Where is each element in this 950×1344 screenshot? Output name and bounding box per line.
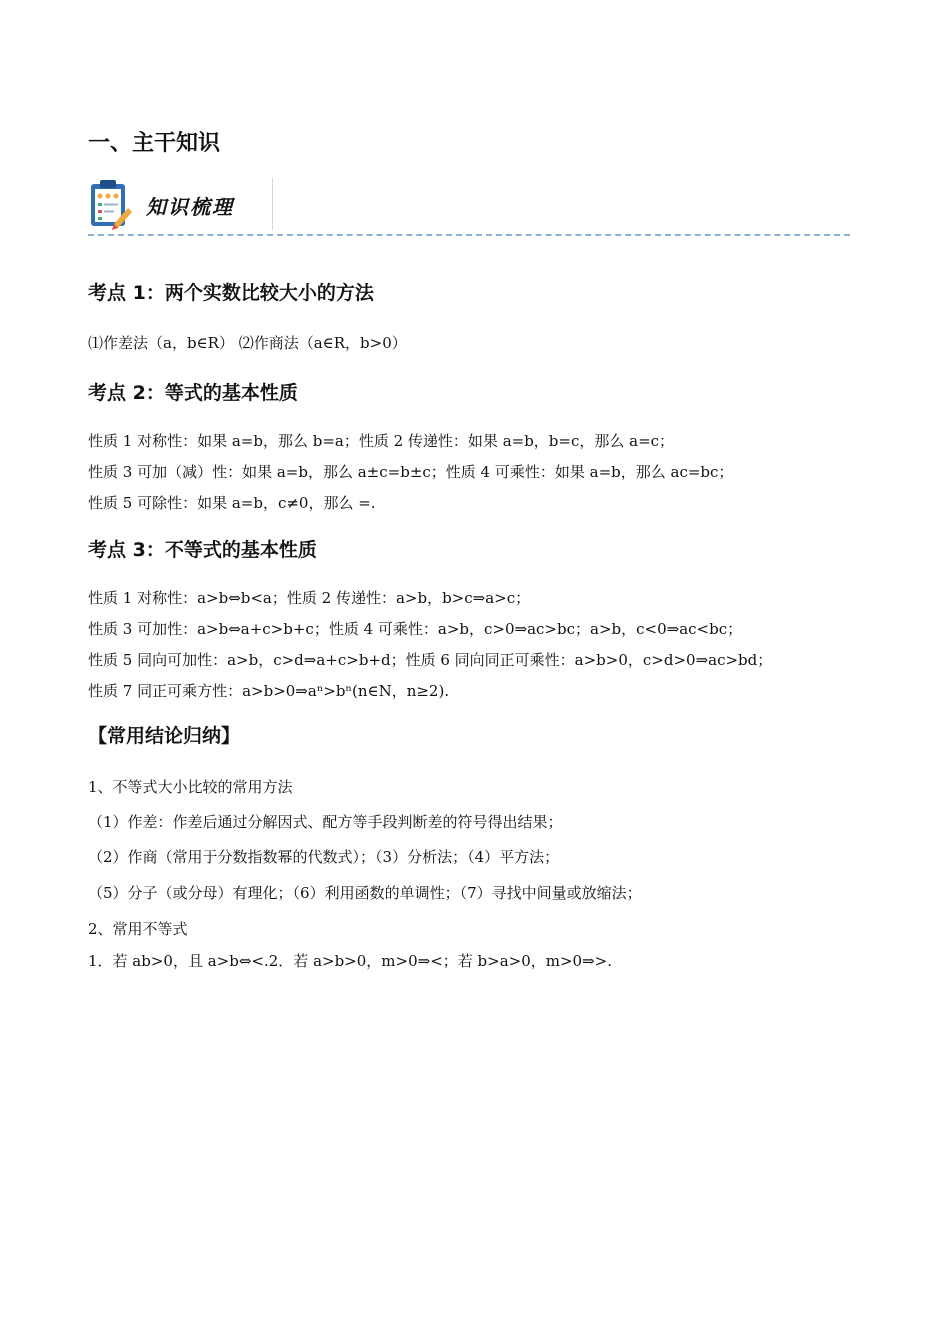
conclusion-line-1: 1、不等式大小比较的常用方法 bbox=[88, 778, 293, 796]
topic3-line-3: 性质 5 同向可加性：a>b，c>d⇒a+c>b+d；性质 6 同向同正可乘性：a>b>0，c>d>0⇒ac>bd； bbox=[88, 651, 773, 669]
knowledge-banner bbox=[88, 178, 273, 230]
conclusion-line-6: 1．若 ab>0，且 a>b⇔<.2．若 a>b>0，m>0⇒<；若 b>a>0，m>0⇒>. bbox=[88, 952, 612, 970]
conclusion-line-2: （1）作差：作差后通过分解因式、配方等手段判断差的符号得出结果； bbox=[88, 813, 563, 831]
divider bbox=[88, 234, 850, 236]
topic2-line-3: 性质 5 可除性：如果 a=b，c≠0，那么 =. bbox=[88, 494, 376, 512]
topic2-line-2: 性质 3 可加（减）性：如果 a=b，那么 a±c=b±c；性质 4 可乘性：如果 a=b，那么 ac=bc； bbox=[88, 463, 734, 481]
topic3-line-2: 性质 3 可加性：a>b⇔a+c>b+c；性质 4 可乘性：a>b，c>0⇒ac>bc；a>b，c<0⇒ac<bc； bbox=[88, 620, 743, 638]
topic1-line: ⑴作差法（a，b∈R） ⑵作商法（a∈R，b>0） bbox=[88, 334, 407, 352]
conclusion-line-3: （2）作商（常用于分数指数幂的代数式）；（3）分析法；（4）平方法； bbox=[88, 848, 560, 866]
topic1-title: 考点 1：两个实数比较大小的方法 bbox=[88, 282, 374, 304]
banner-title: 知识梳理 bbox=[146, 195, 234, 219]
conclusions-title: 【常用结论归纳】 bbox=[88, 725, 241, 747]
topic2-title: 考点 2：等式的基本性质 bbox=[88, 382, 298, 404]
topic3-title: 考点 3：不等式的基本性质 bbox=[88, 539, 317, 561]
conclusion-line-4: （5）分子（或分母）有理化；（6）利用函数的单调性；（7）寻找中间量或放缩法； bbox=[88, 884, 642, 902]
topic2-line-1: 性质 1 对称性：如果 a=b，那么 b=a；性质 2 传递性：如果 a=b，b=c，那么 a=c； bbox=[88, 432, 675, 450]
conclusion-line-5: 2、常用不等式 bbox=[88, 920, 188, 938]
topic3-line-1: 性质 1 对称性：a>b⇔b<a；性质 2 传递性：a>b，b>c⇒a>c； bbox=[88, 589, 531, 607]
section-heading: 一、主干知识 bbox=[88, 131, 221, 156]
clipboard-icon bbox=[88, 178, 134, 230]
topic3-line-4: 性质 7 同正可乘方性：a>b>0⇒aⁿ>bⁿ(n∈N，n≥2). bbox=[88, 682, 450, 700]
